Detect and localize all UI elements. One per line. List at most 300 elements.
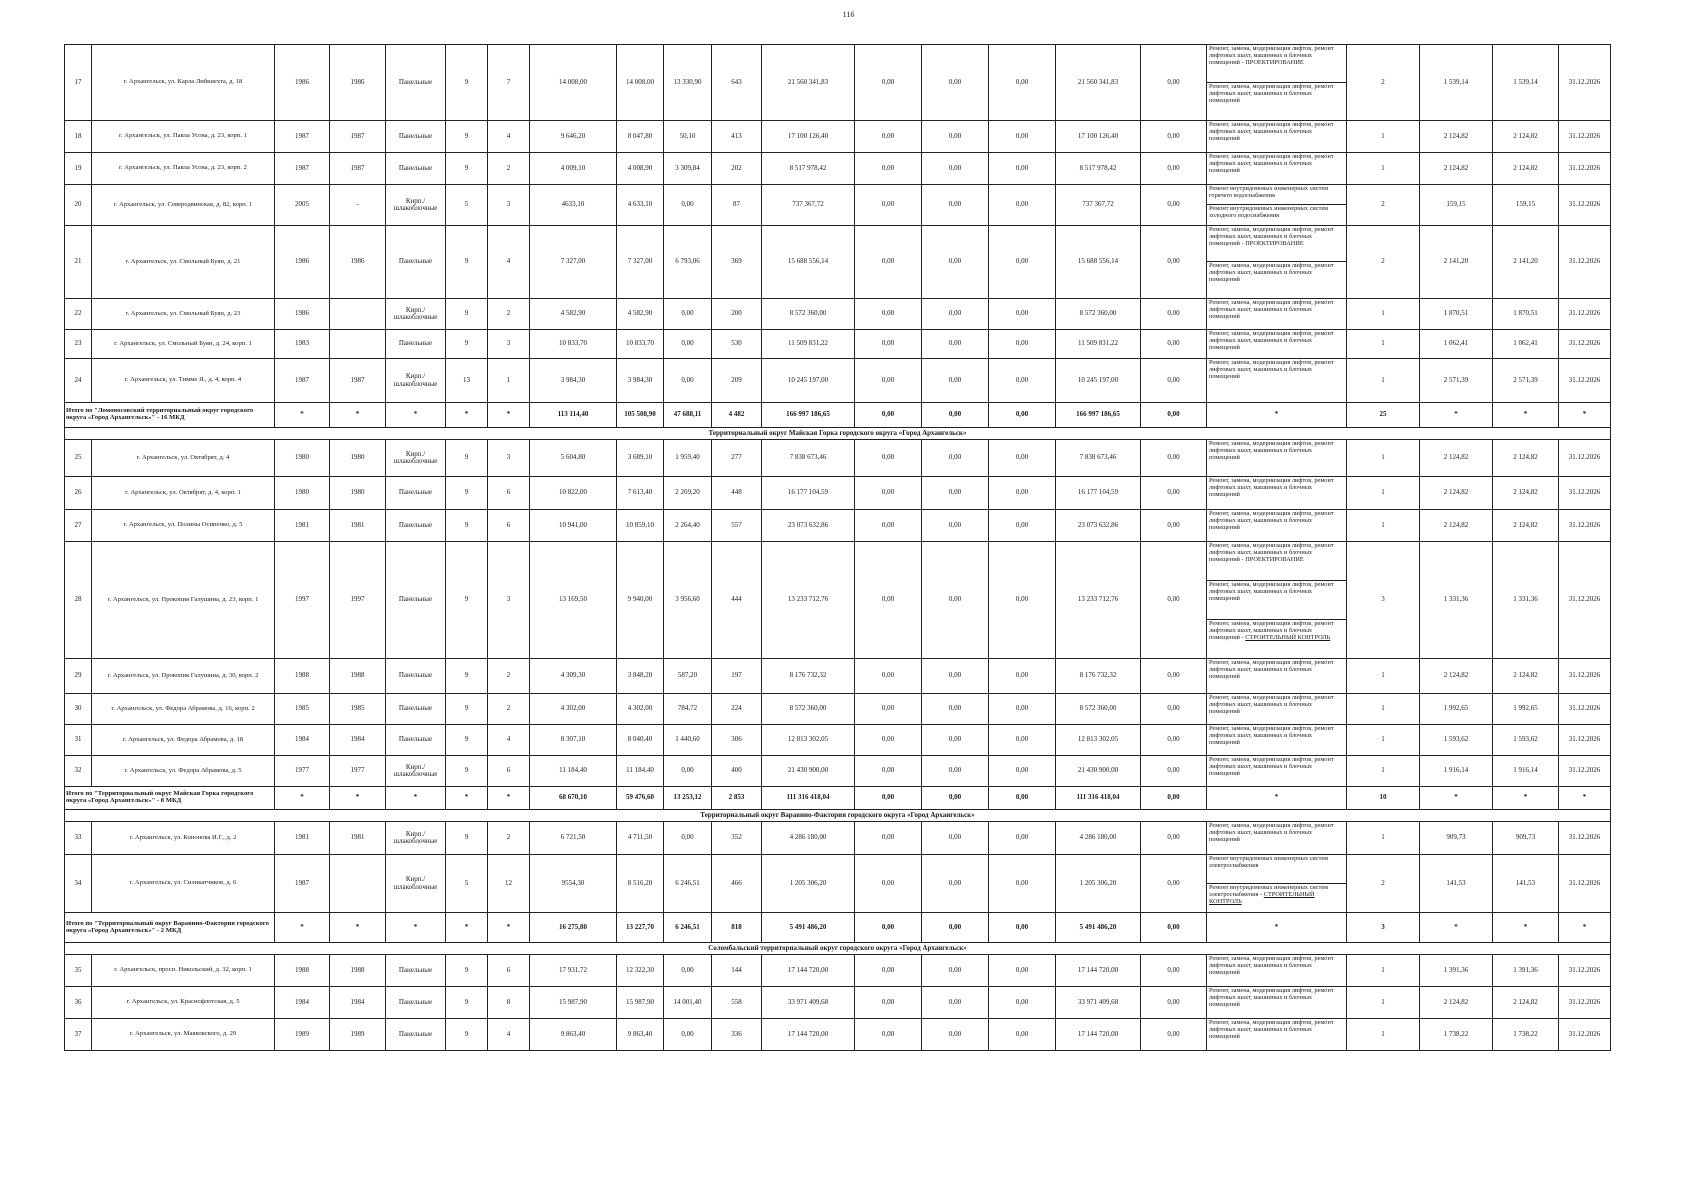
cell-walls: Панельные bbox=[386, 694, 446, 725]
total-label: Итого по "Территориальный округ Варавино-Фактория городского округа «Город Архангельск»" - 2 МКД bbox=[65, 913, 275, 943]
cell-budget-region: 0,00 bbox=[922, 987, 989, 1019]
cell-cost-max: 1 331,36 bbox=[1493, 542, 1559, 659]
cell-area-rooms: 4 711,50 bbox=[617, 822, 664, 855]
cell-entrances: 2 bbox=[488, 299, 530, 330]
cell-owners: 737 367,72 bbox=[1056, 185, 1141, 226]
total-star: * bbox=[275, 787, 330, 810]
cell-budget-region: 0,00 bbox=[922, 510, 989, 542]
work-type: Ремонт, замена, модернизация лифтов, ремонт лифтовых шахт, машинных и блочных помещений bbox=[1207, 299, 1347, 330]
cell-residents: 202 bbox=[712, 153, 762, 185]
cell-count: 1 bbox=[1347, 822, 1420, 855]
cell-cost-unit: 2 124,82 bbox=[1420, 121, 1493, 153]
work-type: Ремонт, замена, модернизация лифтов, ремонт лифтовых шахт, машинных и блочных помещений bbox=[1207, 83, 1347, 121]
capital-repair-table-sheet bbox=[64, 44, 1611, 1051]
cell-entrances: 6 bbox=[488, 477, 530, 510]
cell-owners: 17 100 126,40 bbox=[1056, 121, 1141, 153]
cell-entrances: 2 bbox=[488, 694, 530, 725]
total-star: * bbox=[446, 787, 488, 810]
cell-y1: 1988 bbox=[275, 955, 330, 987]
total-other: 0,00 bbox=[1141, 787, 1207, 810]
total-star: * bbox=[1493, 913, 1559, 943]
cell-area-other: 2 264,40 bbox=[664, 510, 712, 542]
total-star: * bbox=[275, 403, 330, 428]
cell-cost-total: 8 176 732,32 bbox=[762, 659, 855, 694]
cell-floors: 5 bbox=[446, 185, 488, 226]
cell-cost-unit: 2 124,82 bbox=[1420, 659, 1493, 694]
cell-residents: 224 bbox=[712, 694, 762, 725]
work-type: Ремонт, замена, модернизация лифтов, ремонт лифтовых шахт, машинных и блочных помещений - СТРОИТЕЛЬНЫЙ КОНТРОЛЬ bbox=[1207, 620, 1347, 659]
cell-addr: г. Архангельск, просп. Никольский, д. 32, корп. 1 bbox=[92, 955, 275, 987]
cell-cost-total: 10 245 197,00 bbox=[762, 359, 855, 403]
cell-area-other: 13 330,90 bbox=[664, 45, 712, 121]
building-row bbox=[65, 756, 1611, 787]
building-row bbox=[65, 1019, 1611, 1051]
building-row bbox=[65, 477, 1611, 510]
cell-addr: г. Архангельск, ул. Тимме Я., д. 4, корп. 4 bbox=[92, 359, 275, 403]
building-row bbox=[65, 185, 1611, 205]
cell-area-rooms: 12 322,30 bbox=[617, 955, 664, 987]
cell-y2: - bbox=[330, 185, 386, 226]
cell-other: 0,00 bbox=[1141, 226, 1207, 299]
cell-y1: 1980 bbox=[275, 440, 330, 477]
cell-count: 2 bbox=[1347, 185, 1420, 226]
cell-area-other: 0,00 bbox=[664, 822, 712, 855]
cell-area-rooms: 9 940,00 bbox=[617, 542, 664, 659]
work-type: Ремонт, замена, модернизация лифтов, ремонт лифтовых шахт, машинных и блочных помещений bbox=[1207, 1019, 1347, 1051]
total-budget-local: 0,00 bbox=[989, 913, 1056, 943]
cell-owners: 17 144 720,00 bbox=[1056, 955, 1141, 987]
cell-owners: 1 205 306,20 bbox=[1056, 855, 1141, 913]
total-budget-local: 0,00 bbox=[989, 403, 1056, 428]
cell-cost-max: 2 124,82 bbox=[1493, 121, 1559, 153]
cell-area-total: 6 721,50 bbox=[530, 822, 617, 855]
cell-floors: 9 bbox=[446, 542, 488, 659]
cell-deadline: 31.12.2026 bbox=[1559, 153, 1611, 185]
cell-count: 1 bbox=[1347, 510, 1420, 542]
capital-repair-table bbox=[64, 44, 1611, 1051]
cell-fund: 0,00 bbox=[855, 510, 922, 542]
cell-other: 0,00 bbox=[1141, 185, 1207, 226]
cell-fund: 0,00 bbox=[855, 756, 922, 787]
cell-walls: Панельные bbox=[386, 987, 446, 1019]
cell-budget-local: 0,00 bbox=[989, 659, 1056, 694]
building-row bbox=[65, 45, 1611, 83]
cell-area-rooms: 3 848,20 bbox=[617, 659, 664, 694]
cell-fund: 0,00 bbox=[855, 440, 922, 477]
cell-cost-unit: 1 870,51 bbox=[1420, 299, 1493, 330]
total-work-count: 10 bbox=[1347, 787, 1420, 810]
cell-entrances: 4 bbox=[488, 226, 530, 299]
cell-residents: 336 bbox=[712, 1019, 762, 1051]
cell-budget-region: 0,00 bbox=[922, 299, 989, 330]
cell-cost-unit: 2 124,82 bbox=[1420, 153, 1493, 185]
total-residents: 818 bbox=[712, 913, 762, 943]
district-total-row bbox=[65, 787, 1611, 810]
cell-budget-local: 0,00 bbox=[989, 45, 1056, 121]
cell-cost-unit: 2 124,82 bbox=[1420, 477, 1493, 510]
cell-deadline: 31.12.2026 bbox=[1559, 542, 1611, 659]
cell-cost-total: 21 560 341,83 bbox=[762, 45, 855, 121]
cell-walls: Кирп./ шлакоблочные bbox=[386, 756, 446, 787]
cell-fund: 0,00 bbox=[855, 855, 922, 913]
total-budget-local: 0,00 bbox=[989, 787, 1056, 810]
work-type: Ремонт, замена, модернизация лифтов, ремонт лифтовых шахт, машинных и блочных помещений bbox=[1207, 659, 1347, 694]
cell-fund: 0,00 bbox=[855, 694, 922, 725]
cell-num: 27 bbox=[65, 510, 92, 542]
total-star: * bbox=[1420, 787, 1493, 810]
cell-area-total: 4 302,00 bbox=[530, 694, 617, 725]
cell-other: 0,00 bbox=[1141, 359, 1207, 403]
cell-residents: 444 bbox=[712, 542, 762, 659]
cell-area-other: 50,10 bbox=[664, 121, 712, 153]
total-work-count: 3 bbox=[1347, 913, 1420, 943]
cell-cost-max: 2 124,82 bbox=[1493, 987, 1559, 1019]
cell-y1: 1989 bbox=[275, 1019, 330, 1051]
cell-area-other: 0,00 bbox=[664, 1019, 712, 1051]
cell-area-rooms: 14 008,00 bbox=[617, 45, 664, 121]
total-budget-region: 0,00 bbox=[922, 787, 989, 810]
cell-budget-local: 0,00 bbox=[989, 756, 1056, 787]
cell-cost-unit: 2 124,82 bbox=[1420, 440, 1493, 477]
section-title: Территориальный округ Варавино-Фактория городского округа «Город Архангельск» bbox=[65, 810, 1611, 822]
total-star: * bbox=[386, 913, 446, 943]
cell-y1: 1985 bbox=[275, 694, 330, 725]
cell-area-total: 9 863,40 bbox=[530, 1019, 617, 1051]
cell-area-rooms: 4 302,00 bbox=[617, 694, 664, 725]
cell-other: 0,00 bbox=[1141, 477, 1207, 510]
total-star: * bbox=[446, 403, 488, 428]
cell-walls: Кирп./ шлакоблочные bbox=[386, 359, 446, 403]
cell-cost-total: 12 813 302,05 bbox=[762, 725, 855, 756]
cell-walls: Панельные bbox=[386, 153, 446, 185]
cell-cost-total: 33 971 409,68 bbox=[762, 987, 855, 1019]
total-area-rooms: 13 227,70 bbox=[617, 913, 664, 943]
total-other: 0,00 bbox=[1141, 403, 1207, 428]
cell-residents: 400 bbox=[712, 756, 762, 787]
cell-fund: 0,00 bbox=[855, 185, 922, 226]
cell-walls: Панельные bbox=[386, 725, 446, 756]
cell-owners: 15 688 556,14 bbox=[1056, 226, 1141, 299]
cell-entrances: 4 bbox=[488, 1019, 530, 1051]
total-area-rooms: 59 476,60 bbox=[617, 787, 664, 810]
cell-budget-local: 0,00 bbox=[989, 694, 1056, 725]
section-heading-row bbox=[65, 428, 1611, 440]
cell-area-rooms: 10 833,70 bbox=[617, 330, 664, 359]
work-type: Ремонт, замена, модернизация лифтов, ремонт лифтовых шахт, машинных и блочных помещений bbox=[1207, 694, 1347, 725]
cell-area-other: 0,00 bbox=[664, 330, 712, 359]
cell-area-other: 0,00 bbox=[664, 299, 712, 330]
cell-area-other: 587,20 bbox=[664, 659, 712, 694]
cell-cost-max: 2 124,82 bbox=[1493, 659, 1559, 694]
cell-addr: г. Архангельск, ул. Смольный Буян, д. 21 bbox=[92, 226, 275, 299]
total-area-total: 68 670,10 bbox=[530, 787, 617, 810]
work-type: Ремонт, замена, модернизация лифтов, ремонт лифтовых шахт, машинных и блочных помещений - ПРОЕКТИРОВАНИЕ bbox=[1207, 226, 1347, 262]
cell-count: 1 bbox=[1347, 299, 1420, 330]
work-type: Ремонт, замена, модернизация лифтов, ремонт лифтовых шахт, машинных и блочных помещений bbox=[1207, 153, 1347, 185]
cell-num: 28 bbox=[65, 542, 92, 659]
cell-area-other: 1 959,40 bbox=[664, 440, 712, 477]
cell-y1: 1997 bbox=[275, 542, 330, 659]
work-stage-label: ПРОЕКТИРОВАНИЕ bbox=[1245, 58, 1304, 66]
cell-cost-total: 23 073 632,86 bbox=[762, 510, 855, 542]
total-star: * bbox=[1207, 403, 1347, 428]
cell-count: 1 bbox=[1347, 153, 1420, 185]
cell-deadline: 31.12.2026 bbox=[1559, 822, 1611, 855]
cell-budget-local: 0,00 bbox=[989, 440, 1056, 477]
work-type: Ремонт, замена, модернизация лифтов, ремонт лифтовых шахт, машинных и блочных помещений bbox=[1207, 581, 1347, 620]
cell-cost-unit: 1 738,22 bbox=[1420, 1019, 1493, 1051]
total-star: * bbox=[446, 913, 488, 943]
cell-deadline: 31.12.2026 bbox=[1559, 510, 1611, 542]
cell-count: 1 bbox=[1347, 330, 1420, 359]
cell-area-total: 4 582,90 bbox=[530, 299, 617, 330]
cell-floors: 9 bbox=[446, 121, 488, 153]
total-residents: 4 482 bbox=[712, 403, 762, 428]
cell-y2: 1997 bbox=[330, 542, 386, 659]
total-star: * bbox=[386, 403, 446, 428]
cell-area-rooms: 15 987,90 bbox=[617, 987, 664, 1019]
cell-addr: г. Архангельск, ул. Прокопия Галушина, д. 30, корп. 2 bbox=[92, 659, 275, 694]
building-row bbox=[65, 330, 1611, 359]
cell-area-other: 2 269,20 bbox=[664, 477, 712, 510]
cell-y1: 1980 bbox=[275, 477, 330, 510]
cell-num: 21 bbox=[65, 226, 92, 299]
cell-num: 24 bbox=[65, 359, 92, 403]
cell-walls: Панельные bbox=[386, 510, 446, 542]
cell-count: 1 bbox=[1347, 725, 1420, 756]
cell-y2: 1981 bbox=[330, 510, 386, 542]
cell-floors: 9 bbox=[446, 987, 488, 1019]
cell-budget-region: 0,00 bbox=[922, 756, 989, 787]
cell-addr: г. Архангельск, ул. Октябрят, д. 4 bbox=[92, 440, 275, 477]
cell-floors: 5 bbox=[446, 855, 488, 913]
cell-owners: 33 971 409,68 bbox=[1056, 987, 1141, 1019]
cell-owners: 8 517 978,42 bbox=[1056, 153, 1141, 185]
page-number: 116 bbox=[842, 10, 855, 19]
cell-cost-total: 8 572 360,00 bbox=[762, 694, 855, 725]
cell-num: 17 bbox=[65, 45, 92, 121]
cell-y2: 1986 bbox=[330, 226, 386, 299]
cell-y2: 1986 bbox=[330, 45, 386, 121]
cell-num: 37 bbox=[65, 1019, 92, 1051]
cell-area-other: 3 309,84 bbox=[664, 153, 712, 185]
cell-fund: 0,00 bbox=[855, 359, 922, 403]
cell-deadline: 31.12.2026 bbox=[1559, 299, 1611, 330]
cell-other: 0,00 bbox=[1141, 855, 1207, 913]
cell-floors: 9 bbox=[446, 440, 488, 477]
cell-fund: 0,00 bbox=[855, 822, 922, 855]
cell-residents: 197 bbox=[712, 659, 762, 694]
cell-num: 18 bbox=[65, 121, 92, 153]
cell-residents: 209 bbox=[712, 359, 762, 403]
cell-num: 32 bbox=[65, 756, 92, 787]
total-star: * bbox=[330, 787, 386, 810]
cell-floors: 9 bbox=[446, 153, 488, 185]
total-star: * bbox=[1420, 913, 1493, 943]
total-owners: 111 316 418,04 bbox=[1056, 787, 1141, 810]
cell-addr: г. Архангельск, ул. Федора Абрамова, д. 16, корп. 2 bbox=[92, 694, 275, 725]
cell-budget-region: 0,00 bbox=[922, 226, 989, 299]
cell-budget-local: 0,00 bbox=[989, 477, 1056, 510]
cell-entrances: 3 bbox=[488, 542, 530, 659]
total-owners: 166 997 186,65 bbox=[1056, 403, 1141, 428]
cell-y1: 1977 bbox=[275, 756, 330, 787]
cell-count: 1 bbox=[1347, 121, 1420, 153]
cell-num: 19 bbox=[65, 153, 92, 185]
cell-area-rooms: 11 184,40 bbox=[617, 756, 664, 787]
work-type: Ремонт, замена, модернизация лифтов, ремонт лифтовых шахт, машинных и блочных помещений - ПРОЕКТИРОВАНИЕ bbox=[1207, 45, 1347, 83]
cell-cost-max: 2 571,39 bbox=[1493, 359, 1559, 403]
cell-residents: 352 bbox=[712, 822, 762, 855]
total-area-other: 6 246,51 bbox=[664, 913, 712, 943]
cell-num: 22 bbox=[65, 299, 92, 330]
cell-num: 31 bbox=[65, 725, 92, 756]
cell-area-total: 10 822,00 bbox=[530, 477, 617, 510]
building-row bbox=[65, 725, 1611, 756]
cell-cost-unit: 1 331,36 bbox=[1420, 542, 1493, 659]
work-type: Ремонт, замена, модернизация лифтов, ремонт лифтовых шахт, машинных и блочных помещений - ПРОЕКТИРОВАНИЕ bbox=[1207, 542, 1347, 581]
cell-cost-max: 1 062,41 bbox=[1493, 330, 1559, 359]
cell-other: 0,00 bbox=[1141, 659, 1207, 694]
cell-y1: 1987 bbox=[275, 121, 330, 153]
cell-y1: 1983 bbox=[275, 330, 330, 359]
cell-count: 1 bbox=[1347, 987, 1420, 1019]
cell-area-rooms: 3 689,10 bbox=[617, 440, 664, 477]
cell-walls: Панельные bbox=[386, 1019, 446, 1051]
cell-fund: 0,00 bbox=[855, 45, 922, 121]
total-star: * bbox=[275, 913, 330, 943]
cell-cost-max: 159,15 bbox=[1493, 185, 1559, 226]
cell-residents: 277 bbox=[712, 440, 762, 477]
work-type: Ремонт, замена, модернизация лифтов, ремонт лифтовых шахт, машинных и блочных помещений bbox=[1207, 359, 1347, 403]
cell-walls: Кирп./ шлакоблочные bbox=[386, 185, 446, 226]
district-total-row bbox=[65, 403, 1611, 428]
cell-entrances: 2 bbox=[488, 659, 530, 694]
cell-area-rooms: 3 984,30 bbox=[617, 359, 664, 403]
work-stage-label: ПРОЕКТИРОВАНИЕ bbox=[1245, 555, 1304, 563]
cell-deadline: 31.12.2026 bbox=[1559, 955, 1611, 987]
cell-deadline: 31.12.2026 bbox=[1559, 359, 1611, 403]
total-star: * bbox=[1559, 787, 1611, 810]
work-type: Ремонт, замена, модернизация лифтов, ремонт лифтовых шахт, машинных и блочных помещений bbox=[1207, 987, 1347, 1019]
cell-cost-max: 2 141,20 bbox=[1493, 226, 1559, 299]
cell-cost-total: 8 517 978,42 bbox=[762, 153, 855, 185]
cell-floors: 9 bbox=[446, 226, 488, 299]
cell-cost-unit: 1 593,62 bbox=[1420, 725, 1493, 756]
cell-walls: Кирп./ шлакоблочные bbox=[386, 855, 446, 913]
cell-floors: 9 bbox=[446, 477, 488, 510]
total-budget-region: 0,00 bbox=[922, 403, 989, 428]
cell-walls: Панельные bbox=[386, 659, 446, 694]
cell-entrances: 12 bbox=[488, 855, 530, 913]
cell-cost-max: 1 539,14 bbox=[1493, 45, 1559, 121]
building-row bbox=[65, 659, 1611, 694]
cell-deadline: 31.12.2026 bbox=[1559, 659, 1611, 694]
cell-addr: г. Архангельск, ул. Федора Абрамова, д. 18 bbox=[92, 725, 275, 756]
cell-budget-local: 0,00 bbox=[989, 855, 1056, 913]
cell-count: 1 bbox=[1347, 477, 1420, 510]
cell-num: 35 bbox=[65, 955, 92, 987]
cell-y1: 1984 bbox=[275, 725, 330, 756]
cell-area-total: 10 833,70 bbox=[530, 330, 617, 359]
cell-other: 0,00 bbox=[1141, 822, 1207, 855]
cell-deadline: 31.12.2026 bbox=[1559, 694, 1611, 725]
cell-other: 0,00 bbox=[1141, 694, 1207, 725]
cell-floors: 9 bbox=[446, 725, 488, 756]
cell-count: 1 bbox=[1347, 440, 1420, 477]
cell-deadline: 31.12.2026 bbox=[1559, 725, 1611, 756]
cell-entrances: 1 bbox=[488, 359, 530, 403]
cell-fund: 0,00 bbox=[855, 121, 922, 153]
building-row bbox=[65, 299, 1611, 330]
cell-budget-region: 0,00 bbox=[922, 1019, 989, 1051]
cell-y2: 1988 bbox=[330, 955, 386, 987]
cell-addr: г. Архангельск, ул. Кононова И.Г., д. 2 bbox=[92, 822, 275, 855]
cell-y2: 1985 bbox=[330, 694, 386, 725]
cell-area-rooms: 8 040,40 bbox=[617, 725, 664, 756]
cell-area-total: 15 987,90 bbox=[530, 987, 617, 1019]
cell-floors: 9 bbox=[446, 822, 488, 855]
building-row bbox=[65, 987, 1611, 1019]
cell-residents: 557 bbox=[712, 510, 762, 542]
cell-cost-max: 141,53 bbox=[1493, 855, 1559, 913]
cell-deadline: 31.12.2026 bbox=[1559, 226, 1611, 299]
cell-y2: 1984 bbox=[330, 987, 386, 1019]
cell-cost-unit: 2 141,20 bbox=[1420, 226, 1493, 299]
cell-y1: 1987 bbox=[275, 855, 330, 913]
cell-budget-region: 0,00 bbox=[922, 330, 989, 359]
cell-entrances: 6 bbox=[488, 756, 530, 787]
cell-y1: 1986 bbox=[275, 45, 330, 121]
cell-area-rooms: 10 859,10 bbox=[617, 510, 664, 542]
cell-count: 1 bbox=[1347, 659, 1420, 694]
cell-y1: 1988 bbox=[275, 659, 330, 694]
cell-area-total: 4 009,10 bbox=[530, 153, 617, 185]
cell-entrances: 6 bbox=[488, 510, 530, 542]
cell-floors: 9 bbox=[446, 756, 488, 787]
cell-cost-unit: 1 916,14 bbox=[1420, 756, 1493, 787]
cell-area-other: 14 001,40 bbox=[664, 987, 712, 1019]
cell-cost-unit: 2 571,39 bbox=[1420, 359, 1493, 403]
cell-cost-total: 15 688 556,14 bbox=[762, 226, 855, 299]
total-fund: 0,00 bbox=[855, 913, 922, 943]
building-row bbox=[65, 359, 1611, 403]
total-area-total: 16 275,80 bbox=[530, 913, 617, 943]
cell-y1: 1987 bbox=[275, 359, 330, 403]
cell-addr: г. Архангельск, ул. Маяковского, д. 29 bbox=[92, 1019, 275, 1051]
cell-fund: 0,00 bbox=[855, 477, 922, 510]
cell-cost-unit: 1 062,41 bbox=[1420, 330, 1493, 359]
cell-cost-max: 2 124,82 bbox=[1493, 477, 1559, 510]
cell-area-other: 1 440,60 bbox=[664, 725, 712, 756]
cell-area-total: 14 008,00 bbox=[530, 45, 617, 121]
cell-budget-local: 0,00 bbox=[989, 185, 1056, 226]
cell-budget-region: 0,00 bbox=[922, 822, 989, 855]
cell-residents: 413 bbox=[712, 121, 762, 153]
cell-owners: 16 177 104,59 bbox=[1056, 477, 1141, 510]
total-area-other: 13 253,12 bbox=[664, 787, 712, 810]
cell-area-rooms: 9 863,40 bbox=[617, 1019, 664, 1051]
cell-cost-unit: 159,15 bbox=[1420, 185, 1493, 226]
building-row bbox=[65, 226, 1611, 262]
cell-floors: 9 bbox=[446, 694, 488, 725]
cell-budget-region: 0,00 bbox=[922, 542, 989, 659]
cell-other: 0,00 bbox=[1141, 987, 1207, 1019]
cell-budget-region: 0,00 bbox=[922, 694, 989, 725]
cell-floors: 13 bbox=[446, 359, 488, 403]
cell-owners: 13 233 712,76 bbox=[1056, 542, 1141, 659]
cell-cost-total: 4 286 180,00 bbox=[762, 822, 855, 855]
